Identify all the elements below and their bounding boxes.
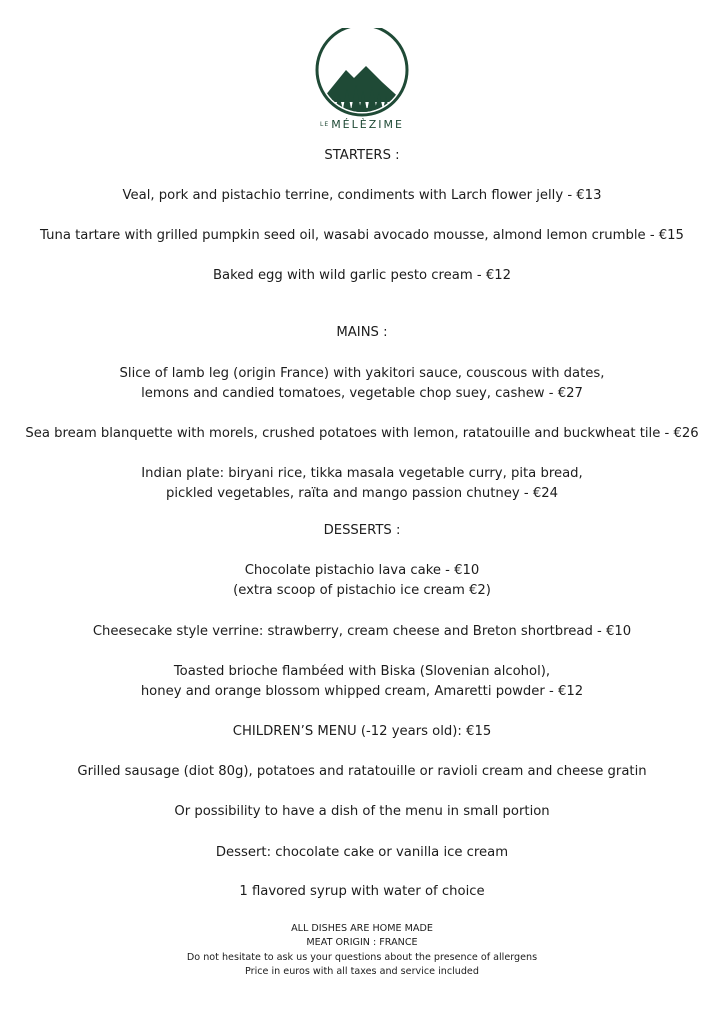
menu-item-line: pickled vegetables, raïta and mango passion chutney - €24	[165, 486, 559, 501]
menu-item-line: honey and orange blossom whipped cream, Amaretti powder - €12	[140, 684, 584, 699]
menu-item: Grilled sausage (diot 80g), potatoes and ratatouille or ravioli cream and cheese gratin	[77, 764, 647, 779]
menu-item: Dessert: chocolate cake or vanilla ice cream	[215, 845, 509, 860]
menu-item-line: Indian plate: biryani rice, tikka masala vegetable curry, pita bread,	[141, 466, 583, 481]
footer-line: Do not hesitate to ask us your questions about the presence of allergens	[186, 952, 538, 963]
footer-line: MEAT ORIGIN : FRANCE	[306, 937, 418, 948]
menu-item-line: Chocolate pistachio lava cake - €10	[244, 563, 480, 578]
menu-item-line: lemons and candied tomatoes, vegetable chop suey, cashew - €27	[141, 386, 583, 401]
menu-item: Or possibility to have a dish of the menu in small portion	[174, 804, 550, 819]
menu-item: Sea bream blanquette with morels, crushed potatoes with lemon, ratatouille and buckwheat tile - €26	[25, 426, 699, 441]
starters-heading: STARTERS :	[324, 148, 400, 163]
menu-item: 1 flavored syrup with water of choice	[239, 884, 485, 899]
footer-line: Price in euros with all taxes and service included	[245, 966, 479, 977]
brand-name: LE MÉLÈZIME	[320, 118, 404, 131]
menu-item-line: (extra scoop of pistachio ice cream €2)	[233, 583, 491, 598]
menu-item-line: Toasted brioche flambéed with Biska (Slovenian alcohol),	[173, 664, 551, 679]
footer-line: ALL DISHES ARE HOME MADE	[291, 923, 433, 934]
menu-item: Veal, pork and pistachio terrine, condiments with Larch flower jelly - €13	[122, 188, 602, 203]
children-heading: CHILDREN’S MENU (-12 years old): €15	[232, 724, 492, 739]
menu-item: Tuna tartare with grilled pumpkin seed oil, wasabi avocado mousse, almond lemon crumble - €15	[40, 228, 684, 243]
menu-item: Baked egg with wild garlic pesto cream - €12	[212, 268, 512, 283]
mountain-forest-logo-icon	[312, 28, 412, 132]
menu-item: Cheesecake style verrine: strawberry, cream cheese and Breton shortbread - €10	[92, 624, 632, 639]
desserts-heading: DESSERTS :	[323, 523, 401, 538]
mains-heading: MAINS :	[336, 325, 388, 340]
menu-item-line: Slice of lamb leg (origin France) with yakitori sauce, couscous with dates,	[119, 366, 605, 381]
